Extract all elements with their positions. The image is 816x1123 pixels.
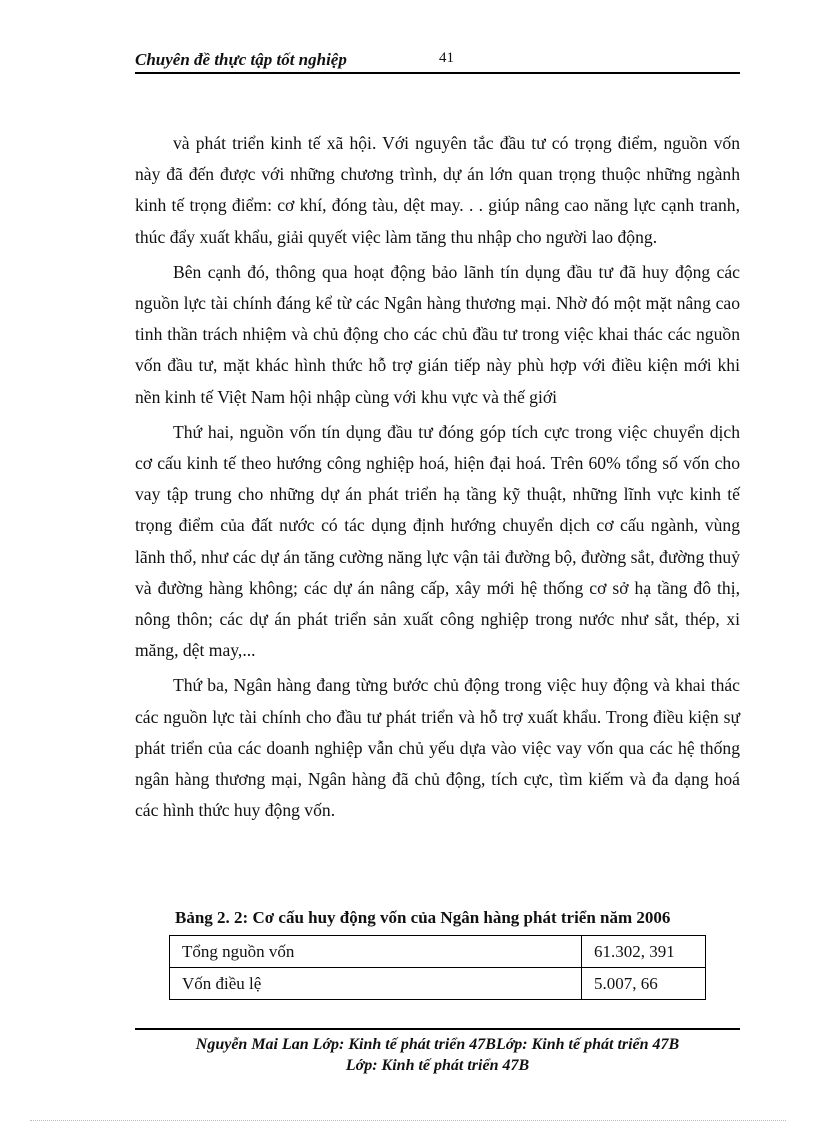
body-text: [135, 128, 740, 830]
footer-class-line: Lớp: Kinh tế phát triển 47B: [345, 1057, 530, 1074]
page-edge-divider: [30, 1120, 786, 1121]
page-header: [135, 48, 740, 74]
page-number: 41: [439, 50, 454, 66]
table-row: [170, 936, 706, 968]
footer-author-line: Nguyễn Mai Lan Lớp: Kinh tế phát triển 47BLớp: Kinh tế phát triển 47B: [195, 1036, 680, 1053]
table-row: [170, 968, 706, 1000]
paragraph-second-point: Thứ hai, nguồn vốn tín dụng đầu tư đóng góp tích cực trong việc chuyển dịch cơ cấu kinh tế theo hướng công nghiệp hoá, hiện đại hoá. Trên 60% tổng số vốn cho vay tập trung cho những dự án phát triển hạ tầng kỹ thuật, những lĩnh vực kinh tế trọng điểm của đất nước có tác dụng định hướng chuyển dịch cơ cấu ngành, vùng lãnh thổ, như các dự án tăng cường năng lực vận tải đường bộ, đường sắt, đường thuỷ và đường hàng không; các dự án nâng cấp, xây mới hệ thống cơ sở hạ tầng đô thị, nông thôn; các dự án phát triển sản xuất công nghiệp trong nước như sắt, thép, xi măng, dệt may,...: [135, 421, 740, 661]
capital-structure-table: [169, 935, 706, 1000]
paragraph-third-point: Thứ ba, Ngân hàng đang từng bước chủ động trong việc huy động và khai thác các nguồn lực tài chính cho đầu tư phát triển và hỗ trợ xuất khẩu. Trong điều kiện sự phát triển của các doanh nghiệp vẫn chủ yếu dựa vào việc vay vốn qua các hệ thống ngân hàng thương mại, Ngân hàng đã chủ động, tích cực, tìm kiếm và đa dạng hoá các hình thức huy động vốn.: [135, 675, 740, 821]
table-cell-value: 5.007, 66: [582, 968, 706, 1000]
paragraph-continuation: và phát triển kinh tế xã hội. Với nguyên tắc đầu tư có trọng điểm, nguồn vốn này đã đến được với những chương trình, dự án lớn quan trọng thuộc những ngành kinh tế trọng điểm: cơ khí, đóng tàu, dệt may. . . giúp nâng cao năng lực cạnh tranh, thúc đẩy xuất khẩu, giải quyết việc làm tăng thu nhập cho người lao động.: [135, 133, 740, 247]
table-caption: Bảng 2. 2: Cơ cấu huy động vốn của Ngân hàng phát triển năm 2006: [175, 908, 671, 927]
page-footer: [135, 1028, 740, 1076]
document-title: Chuyên đề thực tập tốt nghiệp: [135, 50, 347, 69]
table-cell-label: Vốn điều lệ: [170, 968, 582, 1000]
table-cell-value: 61.302, 391: [582, 936, 706, 968]
table-cell-label: Tổng nguồn vốn: [170, 936, 582, 968]
paragraph-guarantee: Bên cạnh đó, thông qua hoạt động bảo lãnh tín dụng đầu tư đã huy động các nguồn lực tài chính đáng kể từ các Ngân hàng thương mại. Nhờ đó một mặt nâng cao tinh thần trách nhiệm và chủ động cho các chủ đầu tư trong việc khai thác các nguồn vốn đầu tư, mặt khác hình thức hỗ trợ gián tiếp này phù hợp với điều kiện mới khi nền kinh tế Việt Nam hội nhập cùng với khu vực và thế giới: [135, 261, 740, 407]
